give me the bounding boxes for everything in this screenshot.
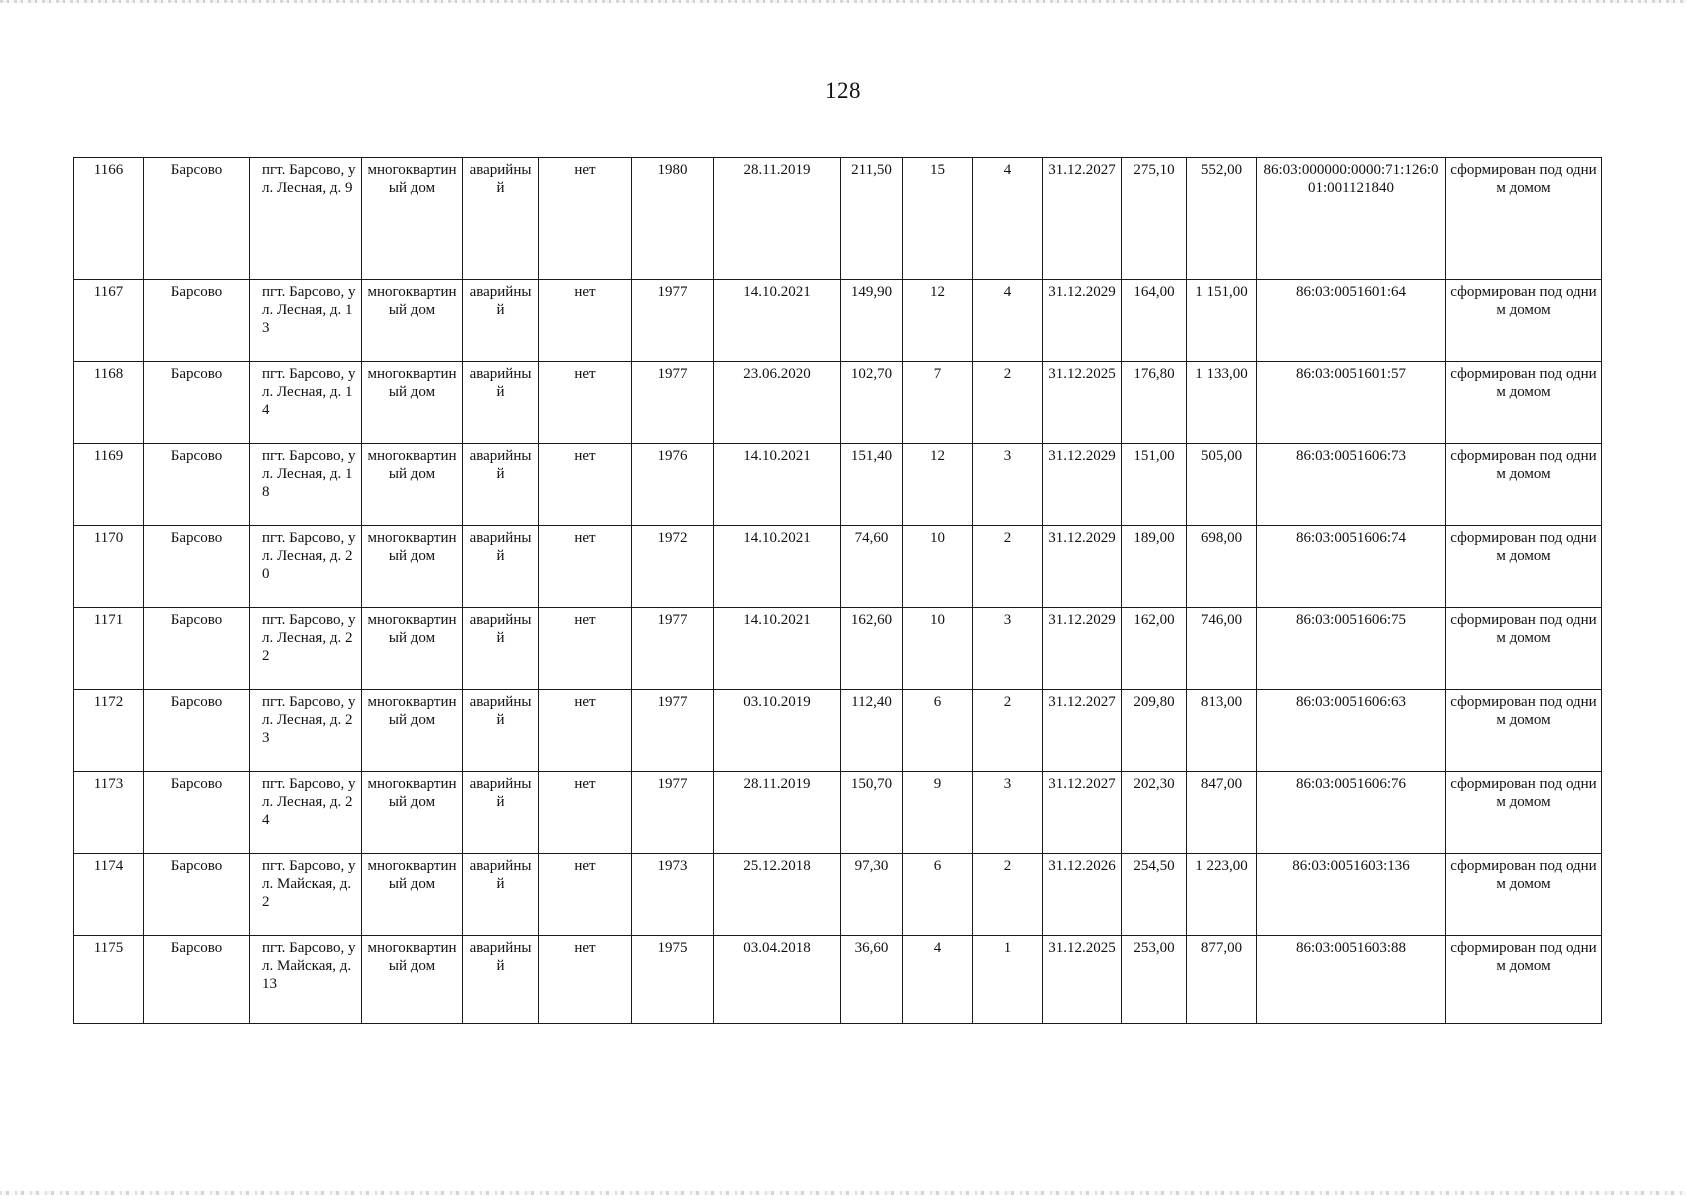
table-row	[74, 158, 1602, 280]
cell-house-type: многоквартиный дом	[362, 526, 463, 608]
cell-status: аварийный	[463, 608, 539, 690]
cell-apartments: 3	[973, 444, 1043, 526]
cell-area: 102,70	[841, 362, 903, 444]
cell-area-2: 151,00	[1122, 444, 1187, 526]
cell-address: пгт. Барсово, ул. Лесная, д. 13	[250, 280, 362, 362]
cell-land-plot: сформирован под одним домом	[1446, 362, 1602, 444]
cell-deadline: 31.12.2029	[1043, 280, 1122, 362]
cell-area: 150,70	[841, 772, 903, 854]
cell-house-type: многоквартиный дом	[362, 854, 463, 936]
cell-area: 151,40	[841, 444, 903, 526]
cell-year: 1977	[632, 772, 714, 854]
cell-land-plot: сформирован под одним домом	[1446, 526, 1602, 608]
page-number: 128	[825, 78, 861, 103]
cell-cost: 1 151,00	[1187, 280, 1257, 362]
cell-status: аварийный	[463, 158, 539, 280]
cell-land-plot: сформирован под одним домом	[1446, 444, 1602, 526]
cell-residents: 6	[903, 690, 973, 772]
cell-apartments: 1	[973, 936, 1043, 1024]
scan-edge-top	[0, 0, 1686, 3]
cell-status: аварийный	[463, 936, 539, 1024]
cell-house-type: многоквартиный дом	[362, 444, 463, 526]
cell-address: пгт. Барсово, ул. Лесная, д. 24	[250, 772, 362, 854]
cell-number: 1169	[74, 444, 144, 526]
cell-address: пгт. Барсово, ул. Лесная, д. 9	[250, 158, 362, 280]
scan-edge-bottom	[0, 1191, 1686, 1195]
cell-settlement: Барсово	[144, 526, 250, 608]
cell-residents: 10	[903, 608, 973, 690]
cell-residents: 7	[903, 362, 973, 444]
cell-cost: 552,00	[1187, 158, 1257, 280]
cell-cadastral-number: 86:03:0051606:74	[1257, 526, 1446, 608]
cell-date: 23.06.2020	[714, 362, 841, 444]
table-row	[74, 362, 1602, 444]
table-row	[74, 936, 1602, 1024]
cell-date: 14.10.2021	[714, 280, 841, 362]
cell-area: 97,30	[841, 854, 903, 936]
cell-cost: 877,00	[1187, 936, 1257, 1024]
cell-cost: 505,00	[1187, 444, 1257, 526]
cell-cadastral-number: 86:03:0051603:136	[1257, 854, 1446, 936]
cell-residents: 12	[903, 280, 973, 362]
cell-deadline: 31.12.2026	[1043, 854, 1122, 936]
cell-date: 03.04.2018	[714, 936, 841, 1024]
cell-deadline: 31.12.2025	[1043, 936, 1122, 1024]
cell-cost: 1 133,00	[1187, 362, 1257, 444]
cell-settlement: Барсово	[144, 936, 250, 1024]
cell-cost: 847,00	[1187, 772, 1257, 854]
cell-number: 1174	[74, 854, 144, 936]
cell-area-2: 189,00	[1122, 526, 1187, 608]
cell-address: пгт. Барсово, ул. Лесная, д. 22	[250, 608, 362, 690]
cell-deadline: 31.12.2025	[1043, 362, 1122, 444]
cell-year: 1977	[632, 608, 714, 690]
table-row	[74, 772, 1602, 854]
table-row	[74, 280, 1602, 362]
cell-settlement: Барсово	[144, 608, 250, 690]
cell-address: пгт. Барсово, ул. Лесная, д. 23	[250, 690, 362, 772]
cell-residents: 9	[903, 772, 973, 854]
cell-deadline: 31.12.2029	[1043, 608, 1122, 690]
cell-house-type: многоквартиный дом	[362, 362, 463, 444]
cell-deadline: 31.12.2027	[1043, 158, 1122, 280]
table-row	[74, 854, 1602, 936]
cell-year: 1975	[632, 936, 714, 1024]
cell-cadastral-number: 86:03:0051601:64	[1257, 280, 1446, 362]
cell-area: 149,90	[841, 280, 903, 362]
cell-address: пгт. Барсово, ул. Майская, д. 2	[250, 854, 362, 936]
cell-flag: нет	[539, 936, 632, 1024]
cell-status: аварийный	[463, 690, 539, 772]
cell-number: 1167	[74, 280, 144, 362]
cell-flag: нет	[539, 526, 632, 608]
cell-number: 1173	[74, 772, 144, 854]
cell-cadastral-number: 86:03:0051606:73	[1257, 444, 1446, 526]
cell-year: 1976	[632, 444, 714, 526]
cell-flag: нет	[539, 772, 632, 854]
cell-deadline: 31.12.2029	[1043, 526, 1122, 608]
cell-date: 14.10.2021	[714, 526, 841, 608]
cell-number: 1175	[74, 936, 144, 1024]
cell-area: 36,60	[841, 936, 903, 1024]
cell-residents: 12	[903, 444, 973, 526]
cell-settlement: Барсово	[144, 362, 250, 444]
cell-settlement: Барсово	[144, 772, 250, 854]
cell-apartments: 2	[973, 526, 1043, 608]
cell-deadline: 31.12.2027	[1043, 690, 1122, 772]
cell-apartments: 4	[973, 158, 1043, 280]
cell-residents: 6	[903, 854, 973, 936]
cell-address: пгт. Барсово, ул. Лесная, д. 18	[250, 444, 362, 526]
cell-cost: 813,00	[1187, 690, 1257, 772]
cell-status: аварийный	[463, 526, 539, 608]
cell-year: 1977	[632, 280, 714, 362]
cell-number: 1166	[74, 158, 144, 280]
cell-residents: 4	[903, 936, 973, 1024]
cell-date: 03.10.2019	[714, 690, 841, 772]
cell-status: аварийный	[463, 280, 539, 362]
cell-address: пгт. Барсово, ул. Лесная, д. 20	[250, 526, 362, 608]
cell-cadastral-number: 86:03:000000:0000:71:126:001:001121840	[1257, 158, 1446, 280]
cell-land-plot: сформирован под одним домом	[1446, 936, 1602, 1024]
cell-land-plot: сформирован под одним домом	[1446, 158, 1602, 280]
cell-house-type: многоквартиный дом	[362, 608, 463, 690]
cell-deadline: 31.12.2027	[1043, 772, 1122, 854]
cell-settlement: Барсово	[144, 444, 250, 526]
cell-flag: нет	[539, 280, 632, 362]
cell-year: 1980	[632, 158, 714, 280]
cell-date: 14.10.2021	[714, 608, 841, 690]
cell-area-2: 253,00	[1122, 936, 1187, 1024]
cell-apartments: 3	[973, 608, 1043, 690]
cell-settlement: Барсово	[144, 854, 250, 936]
cell-land-plot: сформирован под одним домом	[1446, 690, 1602, 772]
cell-address: пгт. Барсово, ул. Майская, д. 13	[250, 936, 362, 1024]
cell-area-2: 209,80	[1122, 690, 1187, 772]
cell-residents: 15	[903, 158, 973, 280]
registry-body	[74, 158, 1602, 1024]
cell-area-2: 254,50	[1122, 854, 1187, 936]
cell-area: 162,60	[841, 608, 903, 690]
cell-cost: 698,00	[1187, 526, 1257, 608]
cell-house-type: многоквартиный дом	[362, 772, 463, 854]
cell-area-2: 202,30	[1122, 772, 1187, 854]
cell-status: аварийный	[463, 362, 539, 444]
cell-number: 1172	[74, 690, 144, 772]
cell-flag: нет	[539, 608, 632, 690]
cell-date: 14.10.2021	[714, 444, 841, 526]
cell-year: 1977	[632, 690, 714, 772]
cell-land-plot: сформирован под одним домом	[1446, 772, 1602, 854]
cell-house-type: многоквартиный дом	[362, 690, 463, 772]
cell-flag: нет	[539, 158, 632, 280]
cell-settlement: Барсово	[144, 690, 250, 772]
table-row	[74, 608, 1602, 690]
housing-registry-table	[73, 157, 1602, 1024]
cell-apartments: 2	[973, 690, 1043, 772]
cell-apartments: 3	[973, 772, 1043, 854]
cell-number: 1171	[74, 608, 144, 690]
cell-status: аварийный	[463, 444, 539, 526]
cell-house-type: многоквартиный дом	[362, 280, 463, 362]
cell-land-plot: сформирован под одним домом	[1446, 280, 1602, 362]
cell-apartments: 4	[973, 280, 1043, 362]
cell-residents: 10	[903, 526, 973, 608]
cell-year: 1977	[632, 362, 714, 444]
cell-cadastral-number: 86:03:0051601:57	[1257, 362, 1446, 444]
cell-flag: нет	[539, 444, 632, 526]
cell-cadastral-number: 86:03:0051603:88	[1257, 936, 1446, 1024]
cell-area: 74,60	[841, 526, 903, 608]
cell-number: 1168	[74, 362, 144, 444]
cell-date: 28.11.2019	[714, 158, 841, 280]
cell-deadline: 31.12.2029	[1043, 444, 1122, 526]
cell-area-2: 176,80	[1122, 362, 1187, 444]
table-row	[74, 444, 1602, 526]
cell-area: 112,40	[841, 690, 903, 772]
cell-area-2: 164,00	[1122, 280, 1187, 362]
cell-apartments: 2	[973, 362, 1043, 444]
cell-flag: нет	[539, 854, 632, 936]
table-row	[74, 526, 1602, 608]
cell-cadastral-number: 86:03:0051606:75	[1257, 608, 1446, 690]
cell-date: 28.11.2019	[714, 772, 841, 854]
cell-cadastral-number: 86:03:0051606:76	[1257, 772, 1446, 854]
cell-area-2: 162,00	[1122, 608, 1187, 690]
cell-year: 1972	[632, 526, 714, 608]
cell-cost: 746,00	[1187, 608, 1257, 690]
cell-settlement: Барсово	[144, 158, 250, 280]
table-row	[74, 690, 1602, 772]
cell-land-plot: сформирован под одним домом	[1446, 608, 1602, 690]
cell-number: 1170	[74, 526, 144, 608]
cell-cost: 1 223,00	[1187, 854, 1257, 936]
cell-status: аварийный	[463, 772, 539, 854]
cell-status: аварийный	[463, 854, 539, 936]
cell-area: 211,50	[841, 158, 903, 280]
cell-flag: нет	[539, 362, 632, 444]
cell-date: 25.12.2018	[714, 854, 841, 936]
cell-settlement: Барсово	[144, 280, 250, 362]
cell-house-type: многоквартиный дом	[362, 158, 463, 280]
cell-flag: нет	[539, 690, 632, 772]
cell-address: пгт. Барсово, ул. Лесная, д. 14	[250, 362, 362, 444]
cell-house-type: многоквартиный дом	[362, 936, 463, 1024]
cell-cadastral-number: 86:03:0051606:63	[1257, 690, 1446, 772]
cell-apartments: 2	[973, 854, 1043, 936]
cell-year: 1973	[632, 854, 714, 936]
cell-area-2: 275,10	[1122, 158, 1187, 280]
cell-land-plot: сформирован под одним домом	[1446, 854, 1602, 936]
